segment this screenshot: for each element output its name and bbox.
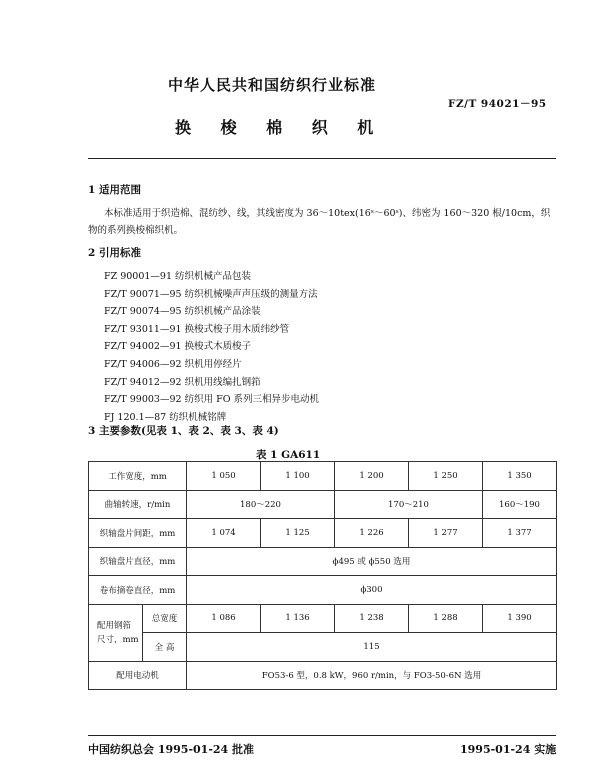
- table-cell: 1 350: [483, 462, 557, 491]
- table-row: [89, 576, 557, 605]
- table-cell: 1 250: [409, 462, 483, 491]
- table-row: [89, 462, 557, 491]
- table-cell: ϕ300: [187, 576, 557, 605]
- table-cell: ϕ495 或 ϕ550 选用: [187, 547, 557, 576]
- table-cell: 180～220: [187, 490, 335, 519]
- table-cell: 1 200: [335, 462, 409, 491]
- section-1-heading: 1 适用范围: [88, 184, 141, 196]
- reference-item: FZ/T 94012—92 织机用线编扎钢筘: [104, 376, 261, 388]
- table-cell: 1 086: [187, 604, 261, 633]
- table-cell: 1 288: [409, 604, 483, 633]
- reference-list: [104, 268, 319, 426]
- table-cell: 1 125: [261, 519, 335, 548]
- section-1-text-line-1: 本标准适用于织造棉、混纺纱、线，其线密度为 36～10tex(16ˢ～60ˢ)、纬密为 160～320 根/10cm，织: [104, 208, 551, 219]
- table-cell: 1 277: [409, 519, 483, 548]
- table-cell: 170～210: [335, 490, 483, 519]
- table-cell: 1 238: [335, 604, 409, 633]
- reference-item: FJ 120.1—87 纺织机械铭牌: [104, 411, 227, 423]
- reference-item: FZ 90001—91 纺织机械产品包装: [104, 271, 252, 282]
- table-row: [89, 661, 557, 690]
- reference-item: FZ/T 90074—95 纺织机械产品涂装: [104, 306, 261, 318]
- organization-title: 中华人民共和国纺织行业标准: [168, 76, 377, 94]
- row-label-work-width: 工作宽度，mm: [89, 462, 187, 491]
- reed-label-line-2: 尺寸，mm: [97, 634, 139, 645]
- document-title: 换 梭 棉 织 机: [175, 118, 375, 137]
- table-row: [89, 604, 557, 633]
- row-label-cloth-roll-diameter: 卷布摘卷直径，mm: [89, 576, 187, 605]
- row-label-total-width: 总宽度: [143, 604, 187, 633]
- table-cell: 160～190: [483, 490, 557, 519]
- row-label-disc-spacing: 织轴盘片间距，mm: [89, 519, 187, 548]
- table-cell: 1 226: [335, 519, 409, 548]
- row-label-crank-speed: 曲轴转速，r/min: [89, 490, 187, 519]
- table-cell: 1 074: [187, 519, 261, 548]
- table-cell: 1 377: [483, 519, 557, 548]
- parameter-table: [88, 461, 557, 690]
- table-row: [89, 490, 557, 519]
- table-cell: 1 050: [187, 462, 261, 491]
- reference-item: FZ/T 94006—92 织机用停经片: [104, 358, 242, 370]
- approval-note: 中国纺织总会 1995-01-24 批准: [88, 743, 255, 756]
- reference-item: FZ/T 93011—91 换梭式梭子用木质纬纱管: [104, 323, 290, 335]
- section-1-text-line-2: 物的系列换梭棉织机。: [88, 225, 184, 236]
- reference-item: FZ/T 90071—95 纺织机械噪声声压级的测量方法: [104, 288, 318, 300]
- table-cell: 1 100: [261, 462, 335, 491]
- standard-number: FZ/T 94021－95: [448, 98, 547, 110]
- table-row: [89, 519, 557, 548]
- table-cell: FO53-6 型，0.8 kW，960 r/min，与 FO3-50-6N 选用: [187, 661, 557, 690]
- section-3-heading: 3 主要参数(见表 1、表 2、表 3、表 4): [88, 425, 279, 437]
- reference-item: FZ/T 99003—92 纺织用 FO 系列三相异步电动机: [104, 394, 319, 406]
- table-caption: 表 1 GA611: [256, 449, 321, 461]
- footer-divider: [88, 735, 556, 736]
- table-cell: 1 136: [261, 604, 335, 633]
- row-label-reed-size: [89, 604, 143, 661]
- table-cell: 1 390: [483, 604, 557, 633]
- row-label-motor: 配用电动机: [89, 661, 187, 690]
- table-row: [89, 547, 557, 576]
- reference-item: FZ/T 94002—91 换梭式木质梭子: [104, 341, 252, 353]
- reed-label-line-1: 配用钢筘: [97, 620, 132, 631]
- row-label-disc-diameter: 织轴盘片直径，mm: [89, 547, 187, 576]
- table-row: [89, 633, 557, 662]
- table-cell: 115: [187, 633, 557, 662]
- implementation-date: 1995-01-24 实施: [460, 743, 557, 756]
- row-label-full-height: 全 高: [143, 633, 187, 662]
- section-2-heading: 2 引用标准: [88, 247, 141, 259]
- header-divider: [88, 158, 556, 159]
